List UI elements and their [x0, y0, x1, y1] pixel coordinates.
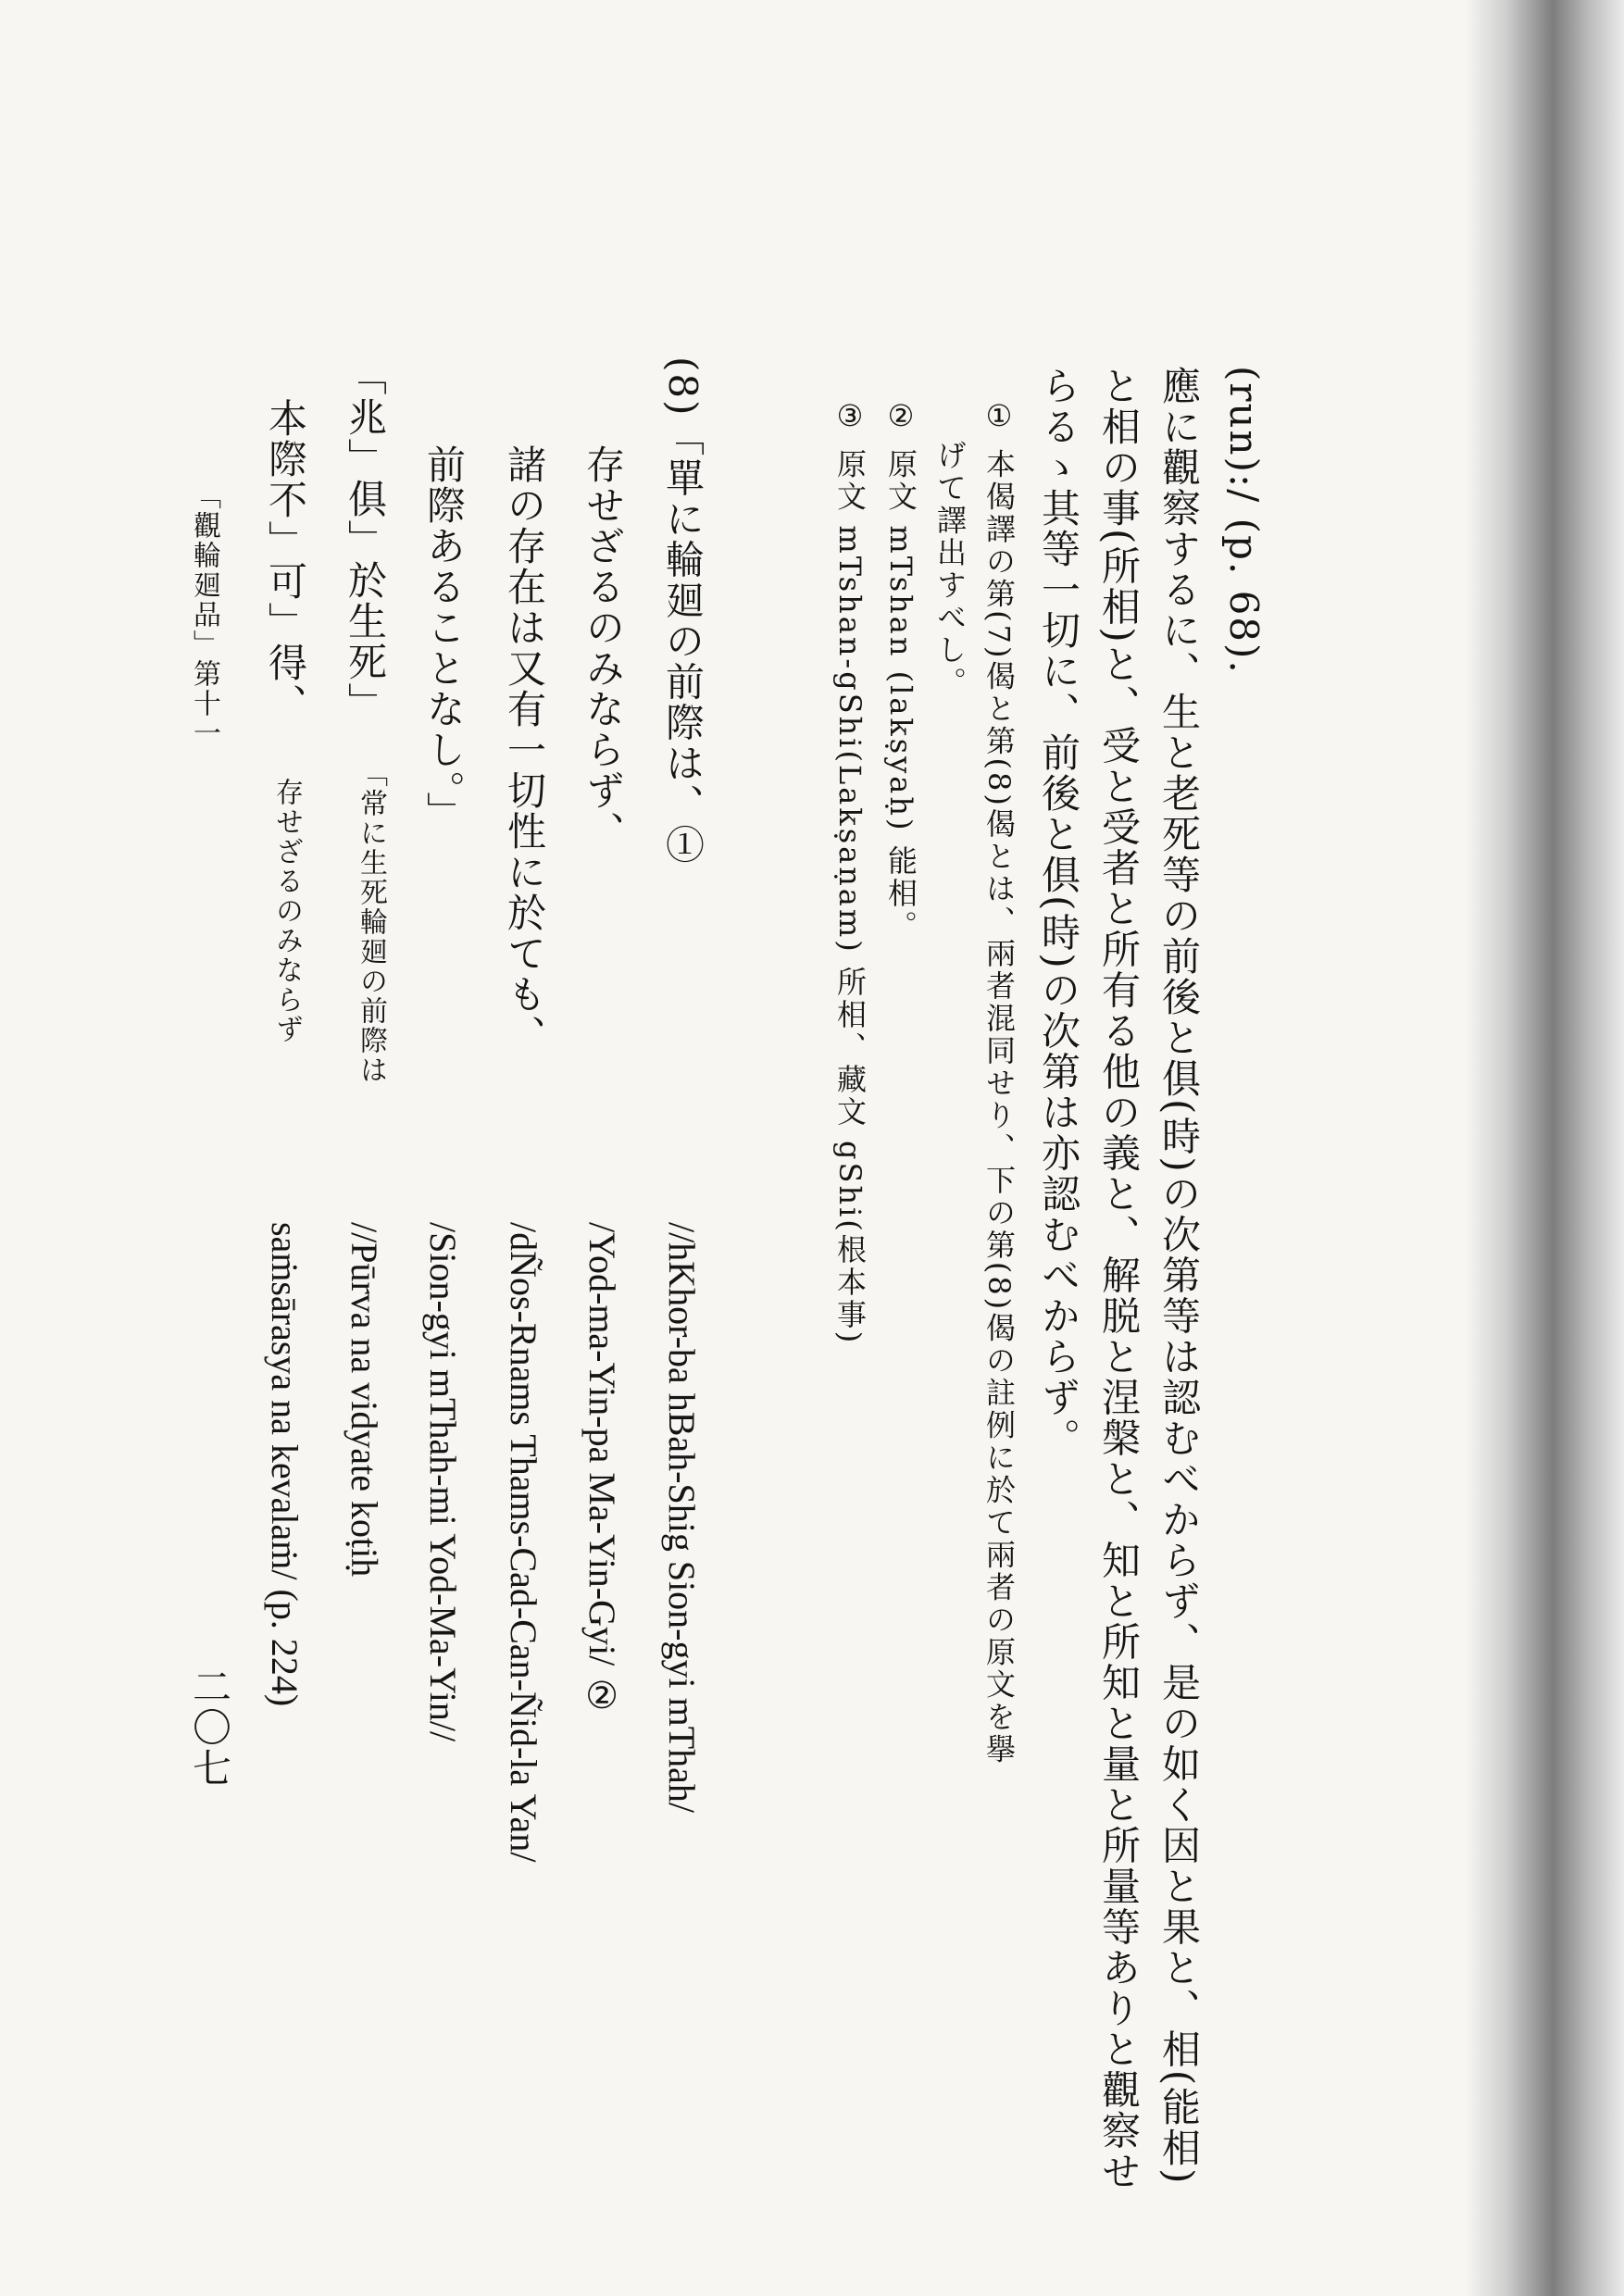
running-title: 「觀輪廻品」第十一 — [188, 481, 220, 748]
prose-line-1: (run):/ (p. 68). — [1221, 366, 1267, 675]
prose-line-3: と相の事(所相)と、受と受者と所有る他の義と、解脱と涅槃と、知と所知と量と所量等ありと觀察せ — [1096, 366, 1142, 2192]
verse-line-3: 諸の存在は又有一切性に於ても、 — [502, 444, 547, 1055]
book-spine-shadow — [1467, 0, 1624, 2296]
prose-line-2: 應に觀察するに、生と老死等の前後と俱(時)の次第等は認むべからず、是の如く因と果と、相(能相) — [1156, 366, 1202, 2186]
sanskrit-line-1: //Pūrva na vidyate koṭiḥ — [344, 1222, 385, 1578]
page-number: 二〇七 — [187, 1666, 232, 1789]
tibetan-line-1: //hKhor-ba hBah-Shig Sion-gyi mThah/ — [661, 1222, 703, 1814]
verse-line-1: (8)「單に輪廻の前際は、① — [660, 356, 706, 866]
tibetan-line-2: /Yod-ma-Yin-pa Ma-Yin-Gyi/ ② — [581, 1222, 623, 1718]
footnote-1: ① 本偈譯の第(7)偈と第(8)偈とは、兩者混同せり、下の第(8)偈の註例に於て兩者の原文を擧 — [981, 398, 1017, 1766]
verse-line-4: 前際あることなし。」 — [421, 444, 467, 832]
tibetan-line-3: /dÑos-Rnams Thams-Cad-Can-Ñid-la Yan/ — [503, 1222, 544, 1863]
verse-gloss-1: 「常に生死輪廻の前際は — [355, 759, 387, 1085]
footnote-3: ③ 原文 mTshan-gShi(Lakṣaṇam) 所相、藏文 gShi(根本事) — [832, 398, 868, 1346]
footnote-2: ② 原文 mTshan (lakṣyaḥ) 能相。 — [883, 398, 918, 942]
sanskrit-line-2: saṁsārasya na kevalaṁ/ (p. 224) — [264, 1222, 306, 1707]
tibetan-line-4: /Sion-gyi mThah-mi Yod-Ma-Yin// — [422, 1222, 464, 1742]
verse-kanbun-1: 「兆」俱」於生死」 — [343, 356, 388, 723]
verse-gloss-2: 存せざるのみならず — [270, 778, 303, 1044]
footnote-1-cont: げて譯出すべし。 — [932, 440, 968, 699]
verse-line-2: 存せざるのみならず、 — [581, 444, 626, 852]
verse-kanbun-2: 本際不」可」得、 — [263, 398, 308, 724]
prose-line-4: らるゝ其等一切に、前後と俱(時)の次第は亦認むべからず。 — [1036, 366, 1081, 1459]
